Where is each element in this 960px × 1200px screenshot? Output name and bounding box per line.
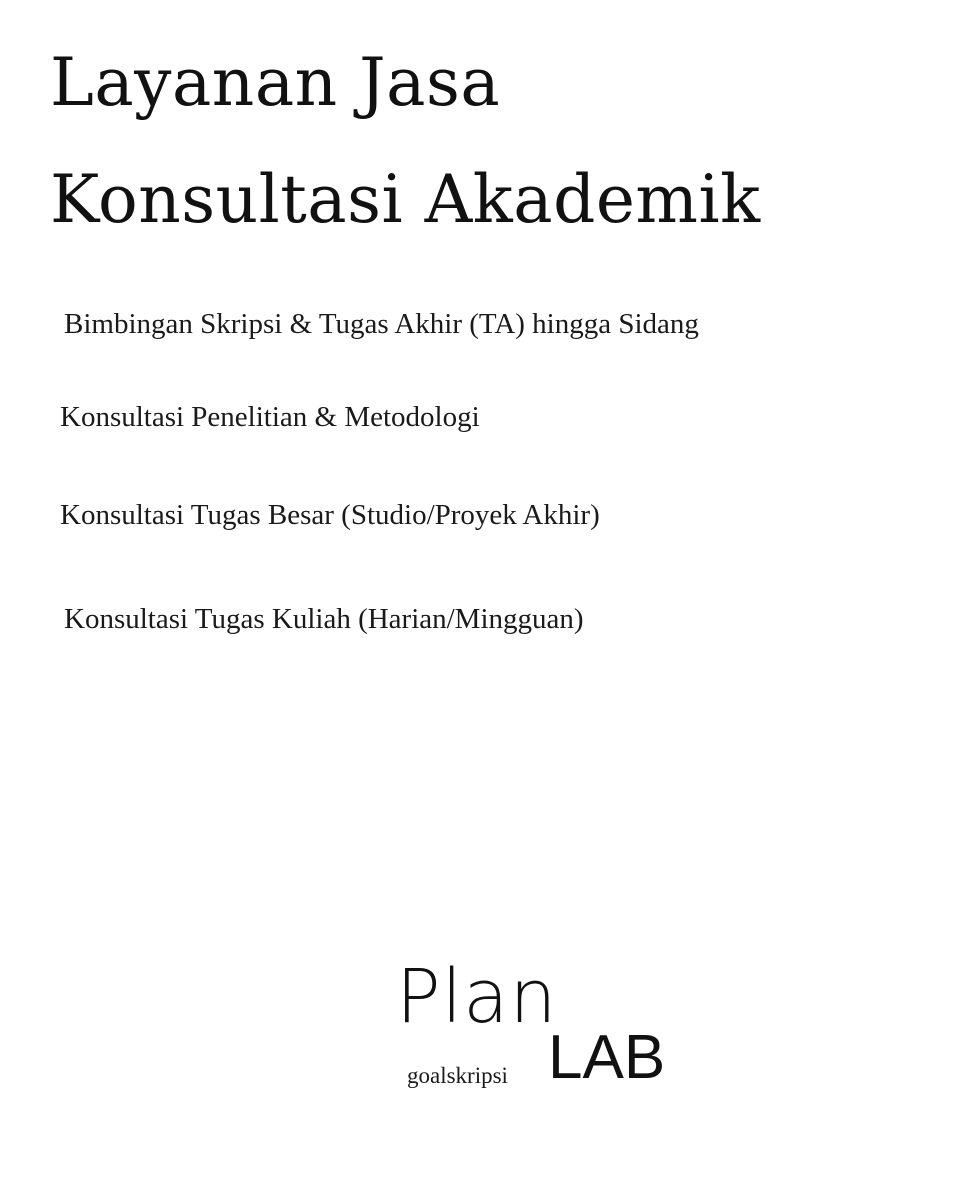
logo-lab-text: LAB — [548, 1023, 666, 1092]
service-item-bimbingan-skripsi: Bimbingan Skripsi & Tugas Akhir (TA) hingga Sidang — [64, 308, 699, 340]
service-item-konsultasi-tugas-besar: Konsultasi Tugas Besar (Studio/Proyek Akhir) — [60, 499, 600, 531]
page-title-line-1: Layanan Jasa — [50, 44, 501, 121]
service-item-konsultasi-penelitian: Konsultasi Penelitian & Metodologi — [60, 401, 480, 433]
page-title-line-2: Konsultasi Akademik — [50, 161, 761, 238]
logo-plan-text: Plan — [396, 954, 558, 1040]
logo-subtitle: goalskripsi — [407, 1063, 508, 1088]
planlab-logo — [396, 954, 696, 1100]
service-item-konsultasi-tugas-kuliah: Konsultasi Tugas Kuliah (Harian/Mingguan) — [64, 603, 584, 635]
